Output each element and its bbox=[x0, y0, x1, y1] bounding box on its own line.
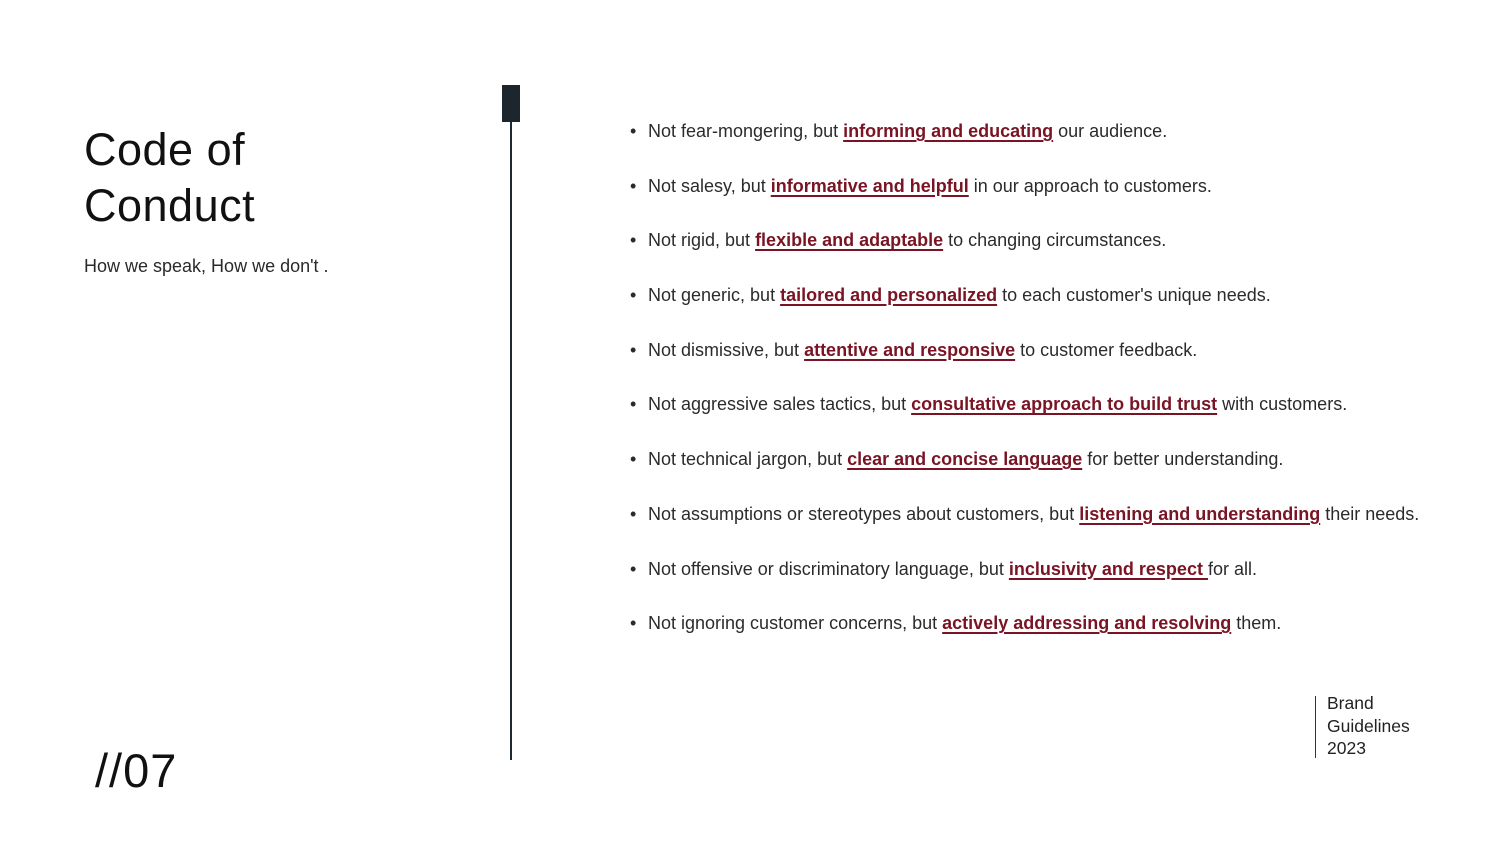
item-text-after: for all. bbox=[1207, 558, 1257, 579]
item-text-after: them. bbox=[1231, 613, 1282, 634]
page-title bbox=[84, 122, 255, 234]
item-text-before: Not dismissive, but bbox=[648, 339, 805, 360]
item-text-before: Not assumptions or stereotypes about customers, but bbox=[648, 503, 1080, 524]
item-emphasis: flexible and adaptable bbox=[755, 230, 944, 251]
conduct-item bbox=[630, 555, 1490, 583]
item-text-before: Not technical jargon, but bbox=[648, 449, 848, 470]
conduct-item bbox=[630, 226, 1490, 254]
item-text-after: our audience. bbox=[1053, 121, 1168, 141]
page-title-line-2: Conduct bbox=[84, 180, 256, 231]
item-text-after: with customers. bbox=[1217, 394, 1348, 415]
item-text-after: to customer feedback. bbox=[1015, 339, 1198, 360]
bullet-icon: • bbox=[630, 394, 637, 415]
item-text-before: Not offensive or discriminatory language, but bbox=[648, 558, 1009, 579]
page-title-line-1: Code of bbox=[84, 124, 246, 175]
item-text-before: Not fear-mongering, but bbox=[648, 121, 844, 141]
page-number: //07 bbox=[95, 744, 178, 797]
item-emphasis: consultative approach to build trust bbox=[911, 394, 1218, 415]
conduct-item bbox=[630, 500, 1490, 528]
footer-line-year: 2023 bbox=[1327, 738, 1366, 758]
item-emphasis: clear and concise language bbox=[847, 449, 1083, 470]
footer-brand bbox=[1327, 692, 1410, 760]
footer-line-guidelines: Guidelines bbox=[1327, 715, 1410, 736]
conduct-item bbox=[630, 336, 1490, 364]
conduct-item bbox=[630, 172, 1490, 200]
footer-line-brand: Brand bbox=[1327, 693, 1374, 713]
item-emphasis: informing and educating bbox=[843, 121, 1054, 141]
item-text-after: for better understanding. bbox=[1082, 449, 1284, 470]
bullet-icon: • bbox=[630, 285, 637, 306]
conduct-list bbox=[630, 117, 1490, 664]
bullet-icon: • bbox=[630, 613, 637, 634]
item-emphasis: inclusivity and respect bbox=[1008, 558, 1208, 579]
item-text-after: in our approach to customers. bbox=[968, 175, 1212, 196]
conduct-item bbox=[630, 281, 1490, 309]
bullet-icon: • bbox=[630, 503, 637, 524]
item-text-before: Not generic, but bbox=[648, 285, 781, 306]
bullet-icon: • bbox=[630, 339, 637, 360]
item-emphasis: listening and understanding bbox=[1079, 503, 1321, 524]
bullet-icon: • bbox=[630, 175, 637, 196]
item-text-after: to changing circumstances. bbox=[943, 230, 1167, 251]
conduct-item bbox=[630, 390, 1490, 418]
item-text-before: Not aggressive sales tactics, but bbox=[648, 394, 912, 415]
vertical-divider bbox=[510, 122, 512, 760]
item-emphasis: actively addressing and resolving bbox=[942, 613, 1232, 634]
conduct-item bbox=[630, 609, 1490, 637]
footer-divider bbox=[1315, 696, 1316, 758]
bullet-icon: • bbox=[630, 558, 637, 579]
bullet-icon: • bbox=[630, 230, 637, 251]
conduct-item bbox=[630, 445, 1490, 473]
item-text-after: to each customer's unique needs. bbox=[997, 285, 1271, 306]
item-emphasis: tailored and personalized bbox=[780, 285, 998, 306]
item-emphasis: informative and helpful bbox=[770, 175, 969, 196]
item-text-before: Not ignoring customer concerns, but bbox=[648, 613, 943, 634]
bullet-icon: • bbox=[630, 121, 637, 141]
bullet-icon: • bbox=[630, 449, 637, 470]
conduct-item bbox=[630, 117, 1490, 145]
item-emphasis: attentive and responsive bbox=[804, 339, 1016, 360]
divider-marker bbox=[502, 85, 520, 122]
page-subtitle: How we speak, How we don't . bbox=[84, 256, 329, 276]
item-text-before: Not salesy, but bbox=[648, 175, 771, 196]
item-text-after: their needs. bbox=[1320, 503, 1420, 524]
item-text-before: Not rigid, but bbox=[648, 230, 756, 251]
